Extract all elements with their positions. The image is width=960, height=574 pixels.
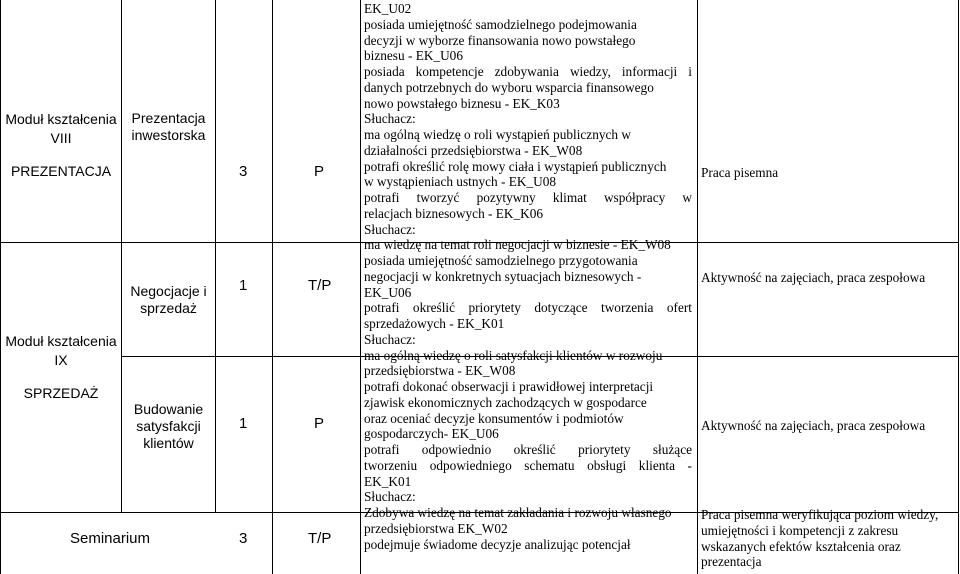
assessment-line: umiejętności i kompetencji z zakresu [701, 522, 899, 538]
assessment-line: prezentacja [701, 554, 762, 570]
module-number: VIII [50, 129, 72, 146]
col-divider-name [215, 0, 216, 512]
outcome-line: biznesu - EK_U06 [364, 48, 463, 64]
course-name-budowanie [122, 357, 215, 512]
hours-budowanie: 1 [239, 415, 248, 432]
col-divider-hours [272, 0, 273, 574]
outcome-line: posiada umiejętność samodzielnego przygotowania [364, 253, 638, 268]
course-name-prezentacja [122, 0, 215, 242]
course-name-line: Negocjacje i [130, 282, 207, 299]
outcome-line: podejmuje świadome decyzje analizując potencjał [364, 536, 631, 552]
outcome-line: negocjacji w konkretnych sytuacjach biznesowych - [364, 268, 642, 284]
outcome-line: relacjach biznesowych - EK_K06 [364, 205, 544, 221]
outcome-line: Słuchacz: [364, 111, 416, 127]
module-label: Moduł kształcenia [5, 110, 117, 127]
module-title: PREZENTACJA [10, 162, 112, 179]
outcome-line: Słuchacz: [364, 489, 416, 505]
outcome-line: sprzedażowych - EK_K01 [364, 316, 505, 331]
outcome-line: decyzji w wyborze finansowania nowo powstałego [364, 32, 636, 48]
table-border-right [958, 0, 959, 574]
row-divider-prezentacja-ass [697, 242, 958, 243]
module-number: IX [54, 351, 68, 368]
form-budowanie: P [314, 415, 325, 432]
outcome-line: potrafi tworzyć pozytywny klimat współpracy w [364, 190, 692, 205]
outcome-line: EK_K01 [364, 473, 412, 489]
outcome-line: EK_U06 [364, 284, 412, 300]
outcome-line: w wystąpieniach ustnych - EK_U08 [364, 174, 557, 190]
outcome-line: przedsiębiorstwa - EK_W08 [364, 363, 516, 379]
form-prezentacja: P [314, 163, 325, 180]
outcome-line: tworzeniu odpowiedniego schematu obsługi klienta - [364, 457, 692, 473]
module-cell-ix [1, 243, 121, 512]
course-name-line: Prezentacja [131, 110, 206, 126]
outcome-line: potrafi dokonać obserwacji i prawidłowej interpretacji [364, 379, 654, 394]
assessment-prezentacja: Praca pisemna [701, 165, 779, 180]
course-name-negocjacje [122, 243, 215, 356]
form-negocjacje: T/P [308, 277, 332, 294]
outcome-line: Słuchacz: [364, 331, 416, 347]
outcome-line: ma wiedzę na temat roli negocjacji w biznesie - EK_W08 [364, 237, 671, 253]
assessment-line: Praca pisemna weryfikująca poziom wiedzy, [701, 507, 939, 522]
outcome-line: gospodarczych- EK_U06 [364, 426, 499, 442]
assessment-negocjacje: Aktywność na zajęciach, praca zespołowa [701, 270, 926, 285]
module-title: SPRZEDAŻ [23, 384, 99, 401]
course-name-line: inwestorska [131, 127, 206, 143]
seminarium-hours: 3 [239, 530, 248, 547]
learning-outcomes [364, 1, 692, 552]
outcome-line: potrafi określić priorytety dotyczące tworzenia ofert [364, 300, 692, 316]
outcome-line: działalności przedsiębiorstwa - EK_W08 [364, 142, 583, 158]
outcome-line: potrafi określić rolę mowy ciała i wystąpień publicznych [364, 158, 667, 174]
outcome-line: ma ogólną wiedzę o roli satysfakcji klientów w rozwoju [364, 347, 663, 363]
outcome-line: EK_U02 [364, 1, 412, 16]
assessment-line: wskazanych efektów kształcenia oraz [701, 538, 901, 554]
seminarium-form: T/P [308, 530, 332, 547]
assessment-seminarium [701, 507, 938, 570]
outcome-line: ma ogólną wiedzę o roli wystąpień publicznych w [364, 127, 631, 142]
outcome-line: przedsiębiorstwa EK_W02 [364, 520, 508, 536]
course-name-line: satysfakcji [136, 418, 201, 434]
module-cell-viii [1, 0, 121, 242]
outcome-line: danych potrzebnych do wyboru wsparcia finansowego [364, 79, 654, 95]
outcome-line: Słuchacz: [364, 221, 416, 237]
col-divider-description [697, 0, 698, 574]
seminarium-label: Seminarium [70, 530, 151, 547]
course-name-line: sprzedaż [140, 299, 197, 316]
module-label: Moduł kształcenia [5, 332, 117, 349]
outcome-line: zjawisk ekonomicznych zachodzących w gospodarce [364, 394, 647, 410]
outcome-line: potrafi odpowiednio określić priorytety służące [364, 442, 692, 457]
hours-negocjacje: 1 [239, 277, 248, 294]
outcome-line: posiada kompetencje zdobywania wiedzy, informacji i [364, 64, 692, 79]
col-divider-form [360, 0, 361, 574]
course-name-line: klientów [143, 435, 194, 451]
row-divider-negocjacje-ass [697, 356, 958, 357]
course-name-line: Budowanie [133, 401, 204, 417]
outcome-line: oraz oceniać decyzje konsumentów i podmiotów [364, 410, 624, 426]
outcome-line: posiada umiejętność samodzielnego podejmowania [364, 16, 637, 32]
outcome-line: Zdobywa wiedzę na temat zakładania i rozwoju własnego [364, 505, 672, 520]
hours-prezentacja: 3 [239, 163, 248, 180]
outcome-line: nowo powstałego biznesu - EK_K03 [364, 95, 560, 111]
assessment-budowanie: Aktywność na zajęciach, praca zespołowa [701, 418, 926, 433]
